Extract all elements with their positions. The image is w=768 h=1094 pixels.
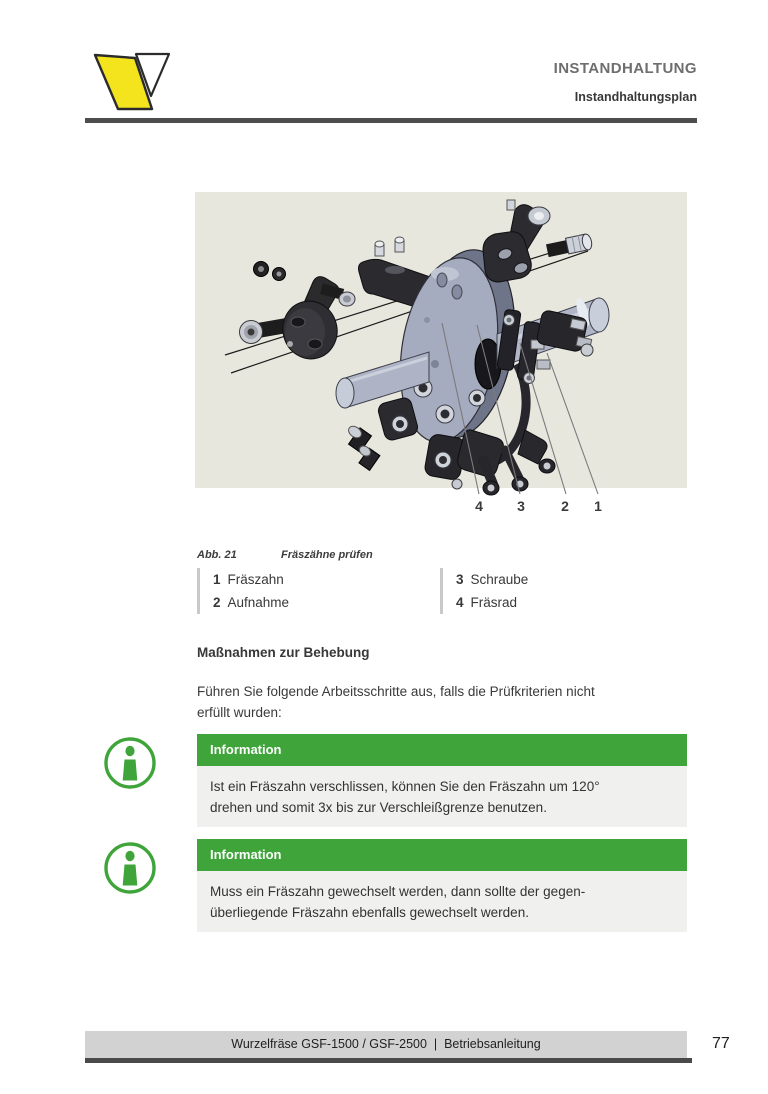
info-note-line: Ist ein Fräszahn verschlissen, können Sie den Fräszahn um 120° — [210, 779, 600, 794]
legend-item — [456, 568, 687, 591]
header-chapter: INSTANDHALTUNG — [553, 60, 697, 77]
info-note-title: Information — [197, 734, 687, 766]
page-number: 77 — [712, 1035, 730, 1052]
legend-item — [213, 591, 440, 614]
info-note-body — [197, 766, 687, 827]
legend-column-right — [440, 568, 687, 614]
legend-item-label: Fräsrad — [470, 595, 518, 610]
info-icon — [103, 841, 157, 895]
intro-line: erfüllt wurden: — [197, 705, 282, 720]
info-note-title: Information — [197, 839, 687, 871]
section-heading: Maßnahmen zur Behebung — [197, 645, 370, 660]
header-section: Instandhaltungsplan — [574, 90, 697, 104]
info-note-body — [197, 871, 687, 932]
figure-caption-label: Abb. 21 — [197, 549, 237, 561]
figure-callout: 2 — [561, 498, 569, 514]
legend-column-left — [197, 568, 440, 614]
header-rule — [85, 118, 697, 123]
info-note-line: überliegende Fräszahn ebenfalls gewechselt werden. — [210, 905, 529, 920]
info-note — [197, 734, 687, 827]
info-note — [197, 839, 687, 932]
info-icon — [103, 736, 157, 790]
legend-item-label: Fräszahn — [227, 572, 284, 587]
figure-diagram — [195, 192, 687, 518]
footer-bar — [85, 1031, 687, 1058]
page-header — [554, 60, 697, 104]
intro-paragraph — [197, 681, 595, 723]
figure-caption-text: Fräszähne prüfen — [281, 549, 373, 561]
intro-line: Führen Sie folgende Arbeitsschritte aus, falls die Prüfkriterien nicht — [197, 684, 595, 699]
legend-item-number: 1 — [213, 572, 221, 587]
legend-item — [456, 591, 687, 614]
legend-item-number: 3 — [456, 572, 464, 587]
info-note-line: drehen und somit 3x bis zur Verschleißgrenze benutzen. — [210, 800, 547, 815]
legend-item-number: 4 — [456, 595, 464, 610]
figure-callout: 4 — [475, 498, 483, 514]
footer-text: Wurzelfräse GSF-1500 / GSF-2500 | Betriebsanleitung — [231, 1037, 541, 1051]
figure-callout: 3 — [517, 498, 525, 514]
figure-legend — [197, 568, 687, 614]
legend-item-label: Aufnahme — [227, 595, 290, 610]
info-note-line: Muss ein Fräszahn gewechselt werden, dann sollte der gegen- — [210, 884, 586, 899]
legend-item-number: 2 — [213, 595, 221, 610]
footer-rule — [85, 1058, 692, 1063]
legend-item — [213, 568, 440, 591]
brand-logo-icon — [92, 48, 176, 118]
figure-callout: 1 — [594, 498, 602, 514]
legend-item-label: Schraube — [470, 572, 529, 587]
